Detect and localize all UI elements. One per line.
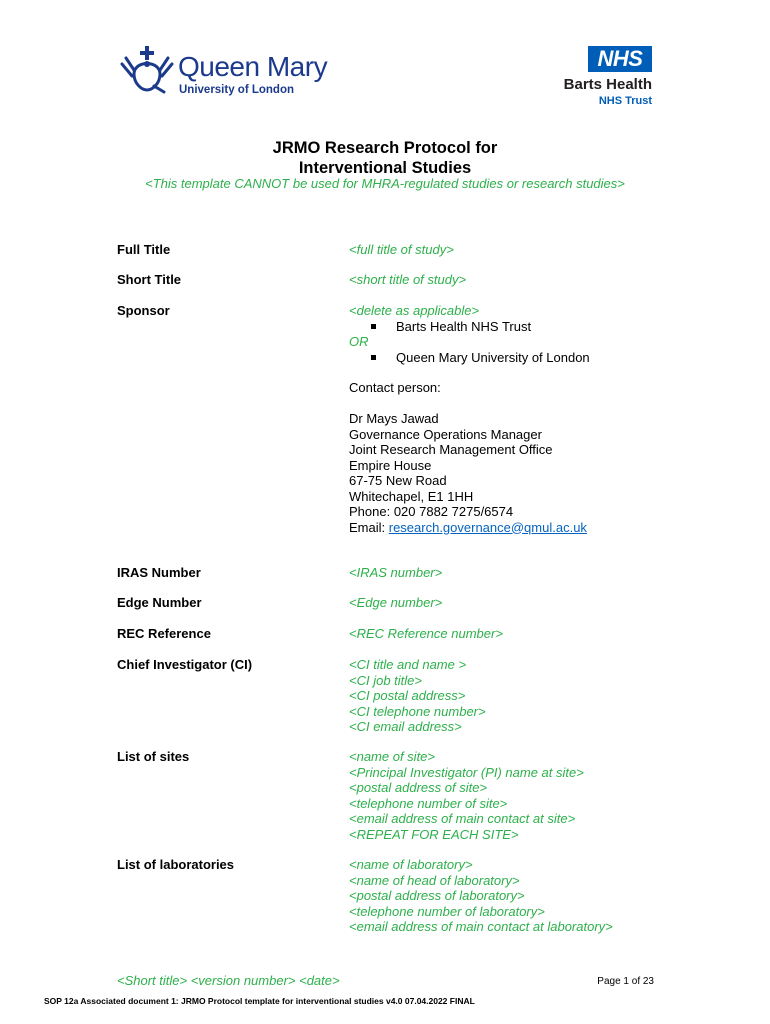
document-title-line1: JRMO Research Protocol for bbox=[272, 139, 498, 157]
iras-number-label: IRAS Number bbox=[117, 565, 201, 580]
ci-line: <CI job title> bbox=[349, 672, 422, 688]
full-title-label: Full Title bbox=[117, 242, 171, 257]
university-of-london-text: University of London bbox=[179, 84, 294, 96]
site-line: <telephone number of site> bbox=[349, 795, 508, 811]
nhs-badge: NHS bbox=[588, 46, 652, 72]
sponsor-option-qmul-label: Queen Mary University of London bbox=[396, 349, 590, 365]
bullet-icon bbox=[371, 355, 376, 360]
queen-mary-wordmark: Queen Mary bbox=[178, 51, 328, 82]
contact-line: Dr Mays Jawad bbox=[349, 411, 439, 426]
contact-line: Governance Operations Manager bbox=[349, 426, 542, 442]
crown-icon bbox=[118, 44, 176, 94]
site-line: <REPEAT FOR EACH SITE> bbox=[349, 826, 519, 842]
bullet-icon bbox=[371, 324, 376, 329]
site-line: <postal address of site> bbox=[349, 780, 488, 795]
site-line: <email address of main contact at site> bbox=[349, 811, 576, 826]
contact-email-line bbox=[349, 520, 587, 536]
short-title-value: <short title of study> bbox=[349, 272, 467, 287]
list-of-laboratories-value bbox=[349, 857, 613, 935]
sponsor-value bbox=[349, 303, 590, 365]
list-of-sites-value bbox=[349, 749, 584, 842]
contact-line: Joint Research Management Office bbox=[349, 442, 553, 457]
iras-number-value: <IRAS number> bbox=[349, 565, 443, 580]
document-title-line2: Interventional Studies bbox=[298, 159, 472, 177]
email-link[interactable]: research.governance@qmul.ac.uk bbox=[388, 519, 587, 535]
nhs-barts-health-logo bbox=[542, 46, 652, 110]
edge-number-value: <Edge number> bbox=[349, 595, 443, 610]
nhs-trust-text: NHS Trust bbox=[598, 95, 652, 107]
chief-investigator-value bbox=[349, 657, 486, 735]
sponsor-option-qmul bbox=[349, 350, 590, 366]
page-number: Page 1 of 23 bbox=[597, 976, 654, 987]
contact-person-label: Contact person: bbox=[349, 380, 441, 395]
short-title-label: Short Title bbox=[117, 272, 182, 287]
queen-mary-logo bbox=[118, 44, 333, 102]
site-line: <Principal Investigator (PI) name at site> bbox=[349, 764, 584, 780]
barts-health-text: Barts Health bbox=[563, 76, 652, 93]
lab-line: <telephone number of laboratory> bbox=[349, 903, 545, 919]
list-of-sites-label: List of sites bbox=[117, 749, 190, 764]
contact-line: Phone: 020 7882 7275/6574 bbox=[349, 504, 514, 519]
sponsor-option-barts-label: Barts Health NHS Trust bbox=[396, 318, 532, 334]
sponsor-label: Sponsor bbox=[117, 303, 170, 318]
document-subtitle: <This template CANNOT be used for MHRA-regulated studies or research studies> bbox=[145, 176, 625, 191]
lab-line: <name of laboratory> bbox=[349, 857, 473, 872]
lab-line: <email address of main contact at laboratory> bbox=[349, 919, 613, 934]
ci-line: <CI email address> bbox=[349, 719, 462, 734]
contact-person-block bbox=[349, 380, 441, 396]
ci-line: <CI postal address> bbox=[349, 688, 466, 703]
full-title-value: <full title of study> bbox=[349, 242, 454, 257]
rec-reference-value: <REC Reference number> bbox=[349, 626, 503, 641]
sponsor-instruction: <delete as applicable> bbox=[349, 303, 480, 318]
ci-line: <CI telephone number> bbox=[349, 703, 486, 719]
email-prefix: Email: bbox=[349, 519, 389, 535]
rec-reference-label: REC Reference bbox=[117, 626, 211, 641]
footer-version-info: <Short title> <version number> <date> bbox=[117, 973, 340, 988]
contact-line: 67-75 New Road bbox=[349, 473, 447, 488]
edge-number-label: Edge Number bbox=[117, 595, 202, 610]
contact-line: Empire House bbox=[349, 457, 432, 473]
site-line: <name of site> bbox=[349, 749, 435, 764]
lab-line: <name of head of laboratory> bbox=[349, 872, 520, 888]
sponsor-option-barts bbox=[349, 319, 590, 335]
lab-line: <postal address of laboratory> bbox=[349, 888, 525, 903]
contact-details bbox=[349, 411, 587, 535]
chief-investigator-label: Chief Investigator (CI) bbox=[117, 657, 253, 672]
contact-line: Whitechapel, E1 1HH bbox=[349, 488, 474, 504]
footer-document-reference: SOP 12a Associated document 1: JRMO Protocol template for interventional studies v4.0 07.04.2022 FINAL bbox=[44, 996, 475, 1006]
list-of-laboratories-label: List of laboratories bbox=[117, 857, 235, 872]
ci-line: <CI title and name > bbox=[349, 657, 467, 672]
sponsor-or-text: OR bbox=[349, 334, 369, 349]
